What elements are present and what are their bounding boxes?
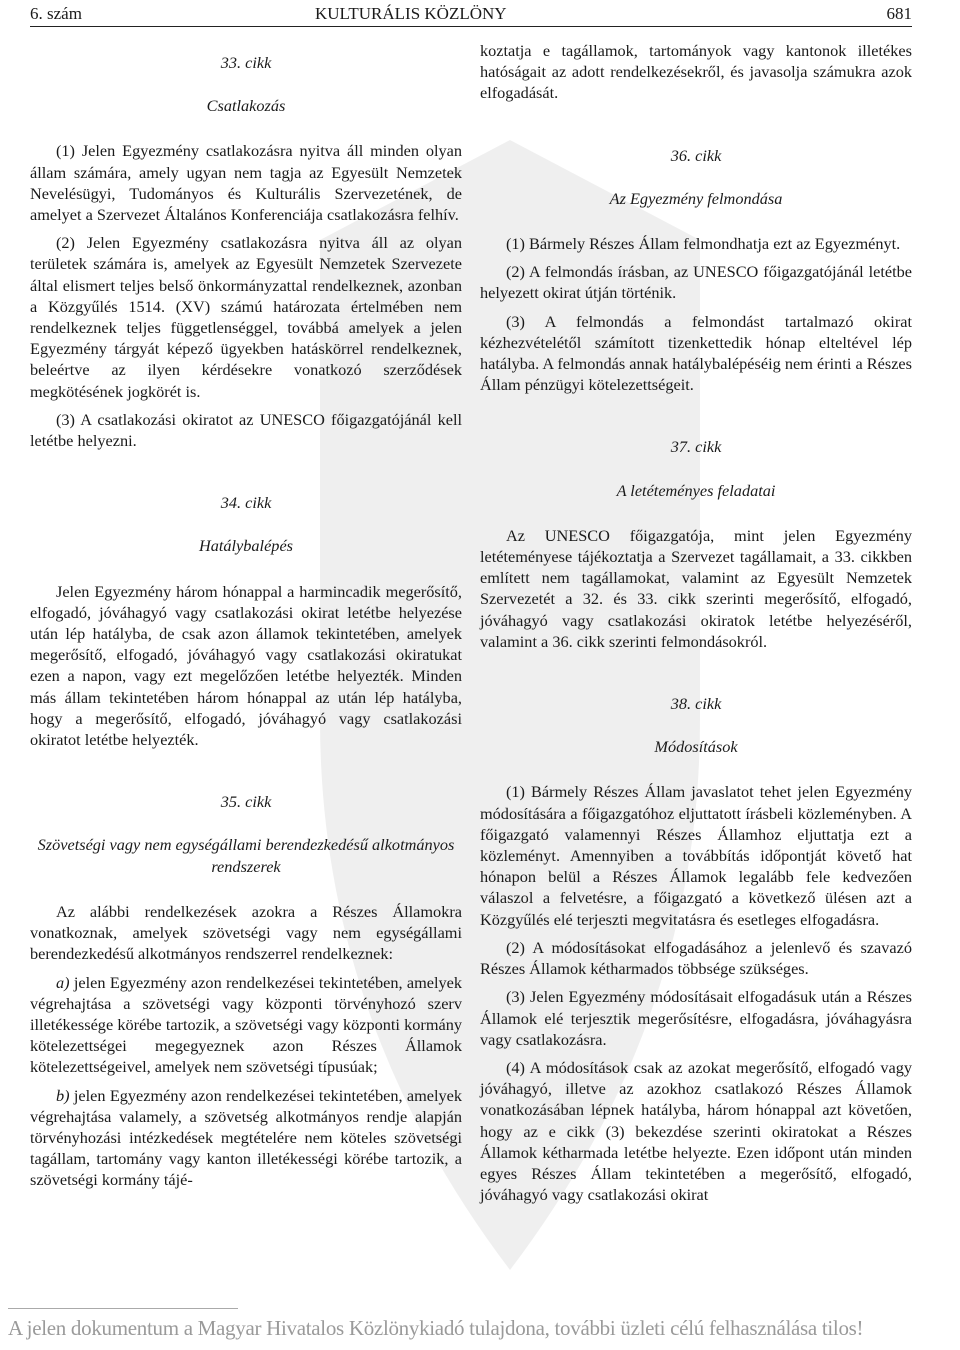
article-title: Szövetségi vagy nem egységállami berendezkedésű alkotmányos rendszerek	[37, 835, 455, 876]
paragraph-text: jelen Egyezmény azon rendelkezései tekintetében, amelyek végrehajtása valamely, a szövetség alkotmányos rendje alapján törvényhozási intézkedések megtételére nem köteles szövetségi tagállam, tartomány vagy kanton illetékességi körébe tartozik, a szövetségi kormány tájé-	[30, 1085, 462, 1190]
spacer	[480, 659, 912, 683]
article-number: 34. cikk	[220, 493, 272, 513]
spacer	[480, 402, 912, 426]
paragraph: (3) A csatlakozási okiratot az UNESCO főigazgatójánál kell letétbe helyezni.	[30, 409, 462, 451]
right-column	[480, 40, 912, 1212]
paragraph: Az UNESCO főigazgatója, mint jelen Egyezmény letéteményese tájékoztatja a Szervezet tagállamait, a 33. cikkben említett nem tagállamokat, valamint az Egyesült Nemzetek Szervezetét a 32. és 33. cikk szerinti megerősítő, elfogadó, jóváhagyó vagy csatlakozási okiratok letétbe helyezéséről, valamint a 36. cikk szerinti felmondásokról.	[480, 525, 912, 651]
spacer	[30, 757, 462, 781]
paragraph: (1) Jelen Egyezmény csatlakozásra nyitva áll minden olyan állam számára, amely ugyan nem tagja az Egyesült Nemzetek Nevelésügyi, Tudományos és Kulturális Szervezetének, de amelyet a Szervezet Általános Konferenciája csatlakozásra felhív.	[30, 141, 462, 225]
article-number: 36. cikk	[670, 145, 722, 165]
page-number: 681	[886, 4, 912, 23]
article-title: Hatálybalépés	[198, 536, 294, 556]
paragraph: (3) Jelen Egyezmény módosításait elfogadásuk után a Részes Államok elé terjesztik megerősítésre, elfogadásra, jóváhagyásra vagy csatlakozásra.	[480, 987, 912, 1049]
article-title: A letéteményes feladatai	[616, 480, 776, 500]
paragraph: (4) A módosítások csak az azokat megerősítő, elfogadó vagy jóváhagyó, illetve az azokhoz csatlakozó Részes Államok vonatkozásában lépnek hatályba, három hónappal azt követően, hogy az e cikk (3) bekezdése szerinti okiratokat a Részes Államok kétharmada letétbe helyezte. Ezen időpont után minden egyes Részes Állam tekintetében a megerősítő, elfogadó, jóváhagyó vagy csatlakozási okirat	[480, 1057, 912, 1205]
list-label: b)	[56, 1085, 70, 1105]
paragraph: Az alábbi rendelkezések azokra a Részes Államokra vonatkoznak, amelyek szövetségi vagy nem egységállami berendezkedésű alkotmányos rendszerrel rendelkeznek:	[30, 901, 462, 964]
paragraph: (3) A felmondás a felmondást tartalmazó okirat kézhezvételétől számított tizenkettedik hónap elteltével lép hatályba. A felmondás annak hatálybalépéséig nem érinti a Részes Állam pénzügyi kötelezettségeit.	[480, 311, 912, 395]
paragraph-text: jelen Egyezmény azon rendelkezései tekintetében, amelyek végrehajtása a szövetségi vagy központi törvényhozó szerv illetékessége körébe tartozik, a szövetségi vagy központi kormány kötelezettségei megegyeznek azon Részes Államok kötelezettségeivel, amelyek nem szövetségi típusúak;	[30, 972, 462, 1077]
list-item-paragraph	[30, 972, 462, 1078]
paragraph: (1) Bármely Részes Állam javaslatot tehet jelen Egyezmény módosítására a főigazgatóhoz eljuttatott írásbeli közleményben. A főigazgató valamennyi Részes Államhoz eljuttatja ezt a közleményt. Amennyiben a továbbítás időpontját követő hat hónapon belül a Részes Államok legalább fele kedvezően válaszol a felvetésre, a főigazgató a következő ülésen azt a Közgyűlés elé terjeszti megvitatásra és esetleges elfogadásra.	[480, 782, 912, 929]
left-column	[30, 42, 462, 1198]
paragraph: Jelen Egyezmény három hónappal a harmincadik megerősítő, elfogadó, jóváhagyó vagy csatlakozási okirat letétbe helyezése után lép hatályba, de csak azon államok tekintetében, amelyek megerősítő, elfogadó, jóváhagyó vagy csatlakozási okiratukat ezen a napon, vagy ezt megelőzően letétbe helyezték. Minden más állam tekintetében három hónappal az után lép hatályba, hogy a megerősítő, elfogadó, jóváhagyó vagy csatlakozási okiratot letétbe helyezték.	[30, 581, 462, 750]
article-title: Csatlakozás	[206, 96, 286, 116]
list-item-paragraph	[30, 1085, 462, 1191]
paragraph: (1) Bármely Részes Állam felmondhatja ezt az Egyezményt.	[506, 234, 901, 254]
article-title: Módosítások	[654, 737, 738, 757]
article-title: Az Egyezmény felmondása	[609, 188, 783, 208]
issue-number: 6. szám	[30, 4, 82, 23]
paragraph: (2) A módosításokat elfogadásához a jelenlevő és szavazó Részes Államok kétharmados többsége szükséges.	[480, 937, 912, 979]
running-header	[30, 4, 912, 27]
spacer	[30, 458, 462, 482]
footer-divider	[8, 1308, 238, 1309]
list-label: a)	[56, 972, 70, 992]
paragraph: (2) Jelen Egyezmény csatlakozásra nyitva áll az olyan területek számára is, amelyek az Egyesült Nemzetek Szervezete által elismert teljes belső önkormányzattal rendelkeznek, azonban a Közgyűlés 1514. (XV) számú határozata értelmében nem rendelkeznek teljes függetlenséggel, továbbá amelyek a jelen Egyezmény tárgyát képező ügyekben hatáskörrel rendelkeznek, beleértve az ilyen kérdésekre vonatkozó szerződések megkötésének jogkörét is.	[30, 233, 462, 401]
article-number: 37. cikk	[670, 437, 722, 457]
article-number: 38. cikk	[670, 694, 722, 714]
article-number: 33. cikk	[220, 53, 272, 72]
footer-notice: A jelen dokumentum a Magyar Hivatalos Közlönykiadó tulajdona, további üzleti célú felhasználása tilos!	[8, 1316, 864, 1340]
spacer	[480, 111, 912, 135]
paragraph: (2) A felmondás írásban, az UNESCO főigazgatójánál letétbe helyezett okirat útján történik.	[480, 262, 912, 303]
paragraph: koztatja e tagállamok, tartományok vagy kantonok illetékes hatóságait az adott rendelkezésekről, és javasolja számukra azok elfogadását.	[480, 41, 912, 103]
article-number: 35. cikk	[220, 792, 272, 812]
journal-title: KULTURÁLIS KÖZLÖNY	[315, 4, 507, 23]
